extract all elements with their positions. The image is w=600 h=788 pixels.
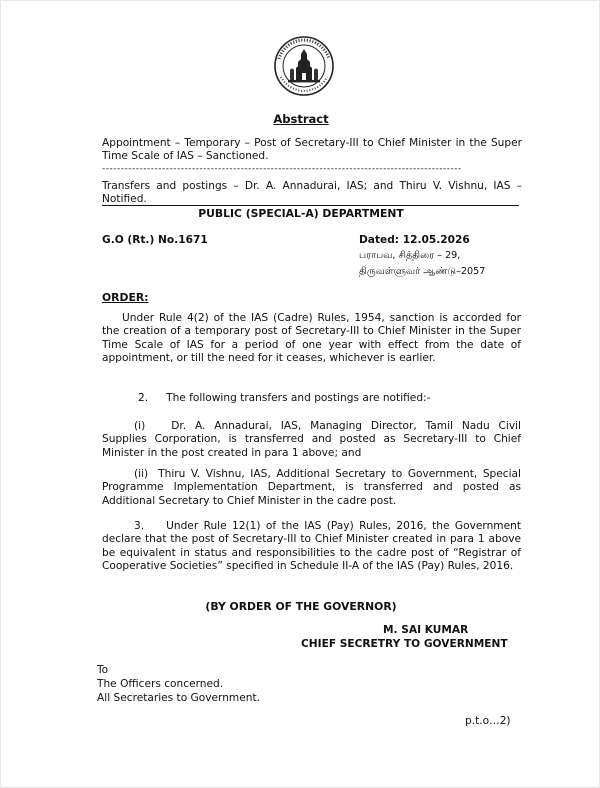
order-paragraph-3 xyxy=(102,520,521,574)
order-item-2 xyxy=(102,468,521,508)
paragraph-3-number: 3. xyxy=(134,520,145,532)
tamil-date-line-1: பராபவ, சித்திரை – 29, xyxy=(359,250,461,261)
signatory-title: CHIEF SECRETRY TO GOVERNMENT xyxy=(301,638,508,650)
order-item-1 xyxy=(102,420,521,460)
to-label: To xyxy=(97,664,109,676)
go-number: G.O (Rt.) No.1671 xyxy=(102,234,208,246)
abstract-subject-1: Appointment – Temporary – Post of Secretary-III to Chief Minister in the Super Time Scale of IAS – Sanctioned. xyxy=(102,137,522,162)
recipient-1: The Officers concerned. xyxy=(97,678,224,690)
item-2-text: Thiru V. Vishnu, IAS, Additional Secretary to Government, Special Programme Implementation Department, is transferred and posted as Additional Secretary to Chief Minister in the cadre post. xyxy=(102,468,521,507)
paragraph-2-text: The following transfers and postings are notified:- xyxy=(166,392,431,404)
recipient-2: All Secretaries to Government. xyxy=(97,692,260,704)
order-heading: ORDER: xyxy=(102,291,149,304)
state-emblem-icon xyxy=(273,35,335,97)
abstract-rule xyxy=(102,205,519,206)
order-paragraph-1 xyxy=(102,312,521,366)
abstract-subject-2: Transfers and postings – Dr. A. Annadurai, IAS; and Thiru V. Vishnu, IAS – Notified. xyxy=(102,180,522,205)
item-2-number: (ii) xyxy=(134,468,149,480)
paragraph-2-number: 2. xyxy=(138,392,149,404)
abstract-separator: ------------------------------------------------------------------------------------------------ xyxy=(102,164,462,174)
tamil-date-line-2: திருவள்ளுவர் ஆண்டு–2057 xyxy=(359,266,486,277)
abstract-heading: Abstract xyxy=(273,112,329,126)
item-1-text: Dr. A. Annadurai, IAS, Managing Director, Tamil Nadu Civil Supplies Corporation, is transferred and posted as Secretary-III to Chief Minister in the post created in para 1 above; and xyxy=(102,420,521,459)
by-order-line: (BY ORDER OF THE GOVERNOR) xyxy=(205,600,397,613)
paragraph-3-text: Under Rule 12(1) of the IAS (Pay) Rules, 2016, the Government declare that the post of Secretary-III to Chief Minister created in para 1 above be equivalent in status and responsibilities to the cadre post of “Registrar of Cooperative Societies” specified in Schedule II-A of the IAS (Pay) Rules, 2016. xyxy=(102,520,521,573)
paragraph-1-text: Under Rule 4(2) of the IAS (Cadre) Rules, 1954, sanction is accorded for the creation of a temporary post of Secretary-III to Chief Minister in the Super Time Scale of IAS for a period of one year with effect from the date of appointment, or till the need for it ceases, whichever is earlier. xyxy=(102,312,521,365)
item-1-number: (i) xyxy=(134,420,146,432)
signatory-name: M. SAI KUMAR xyxy=(383,624,469,636)
department-name: PUBLIC (SPECIAL-A) DEPARTMENT xyxy=(198,207,404,220)
order-paragraph-2 xyxy=(102,392,521,405)
go-date: Dated: 12.05.2026 xyxy=(359,234,470,246)
page-turn-note: p.t.o…2) xyxy=(465,715,511,727)
